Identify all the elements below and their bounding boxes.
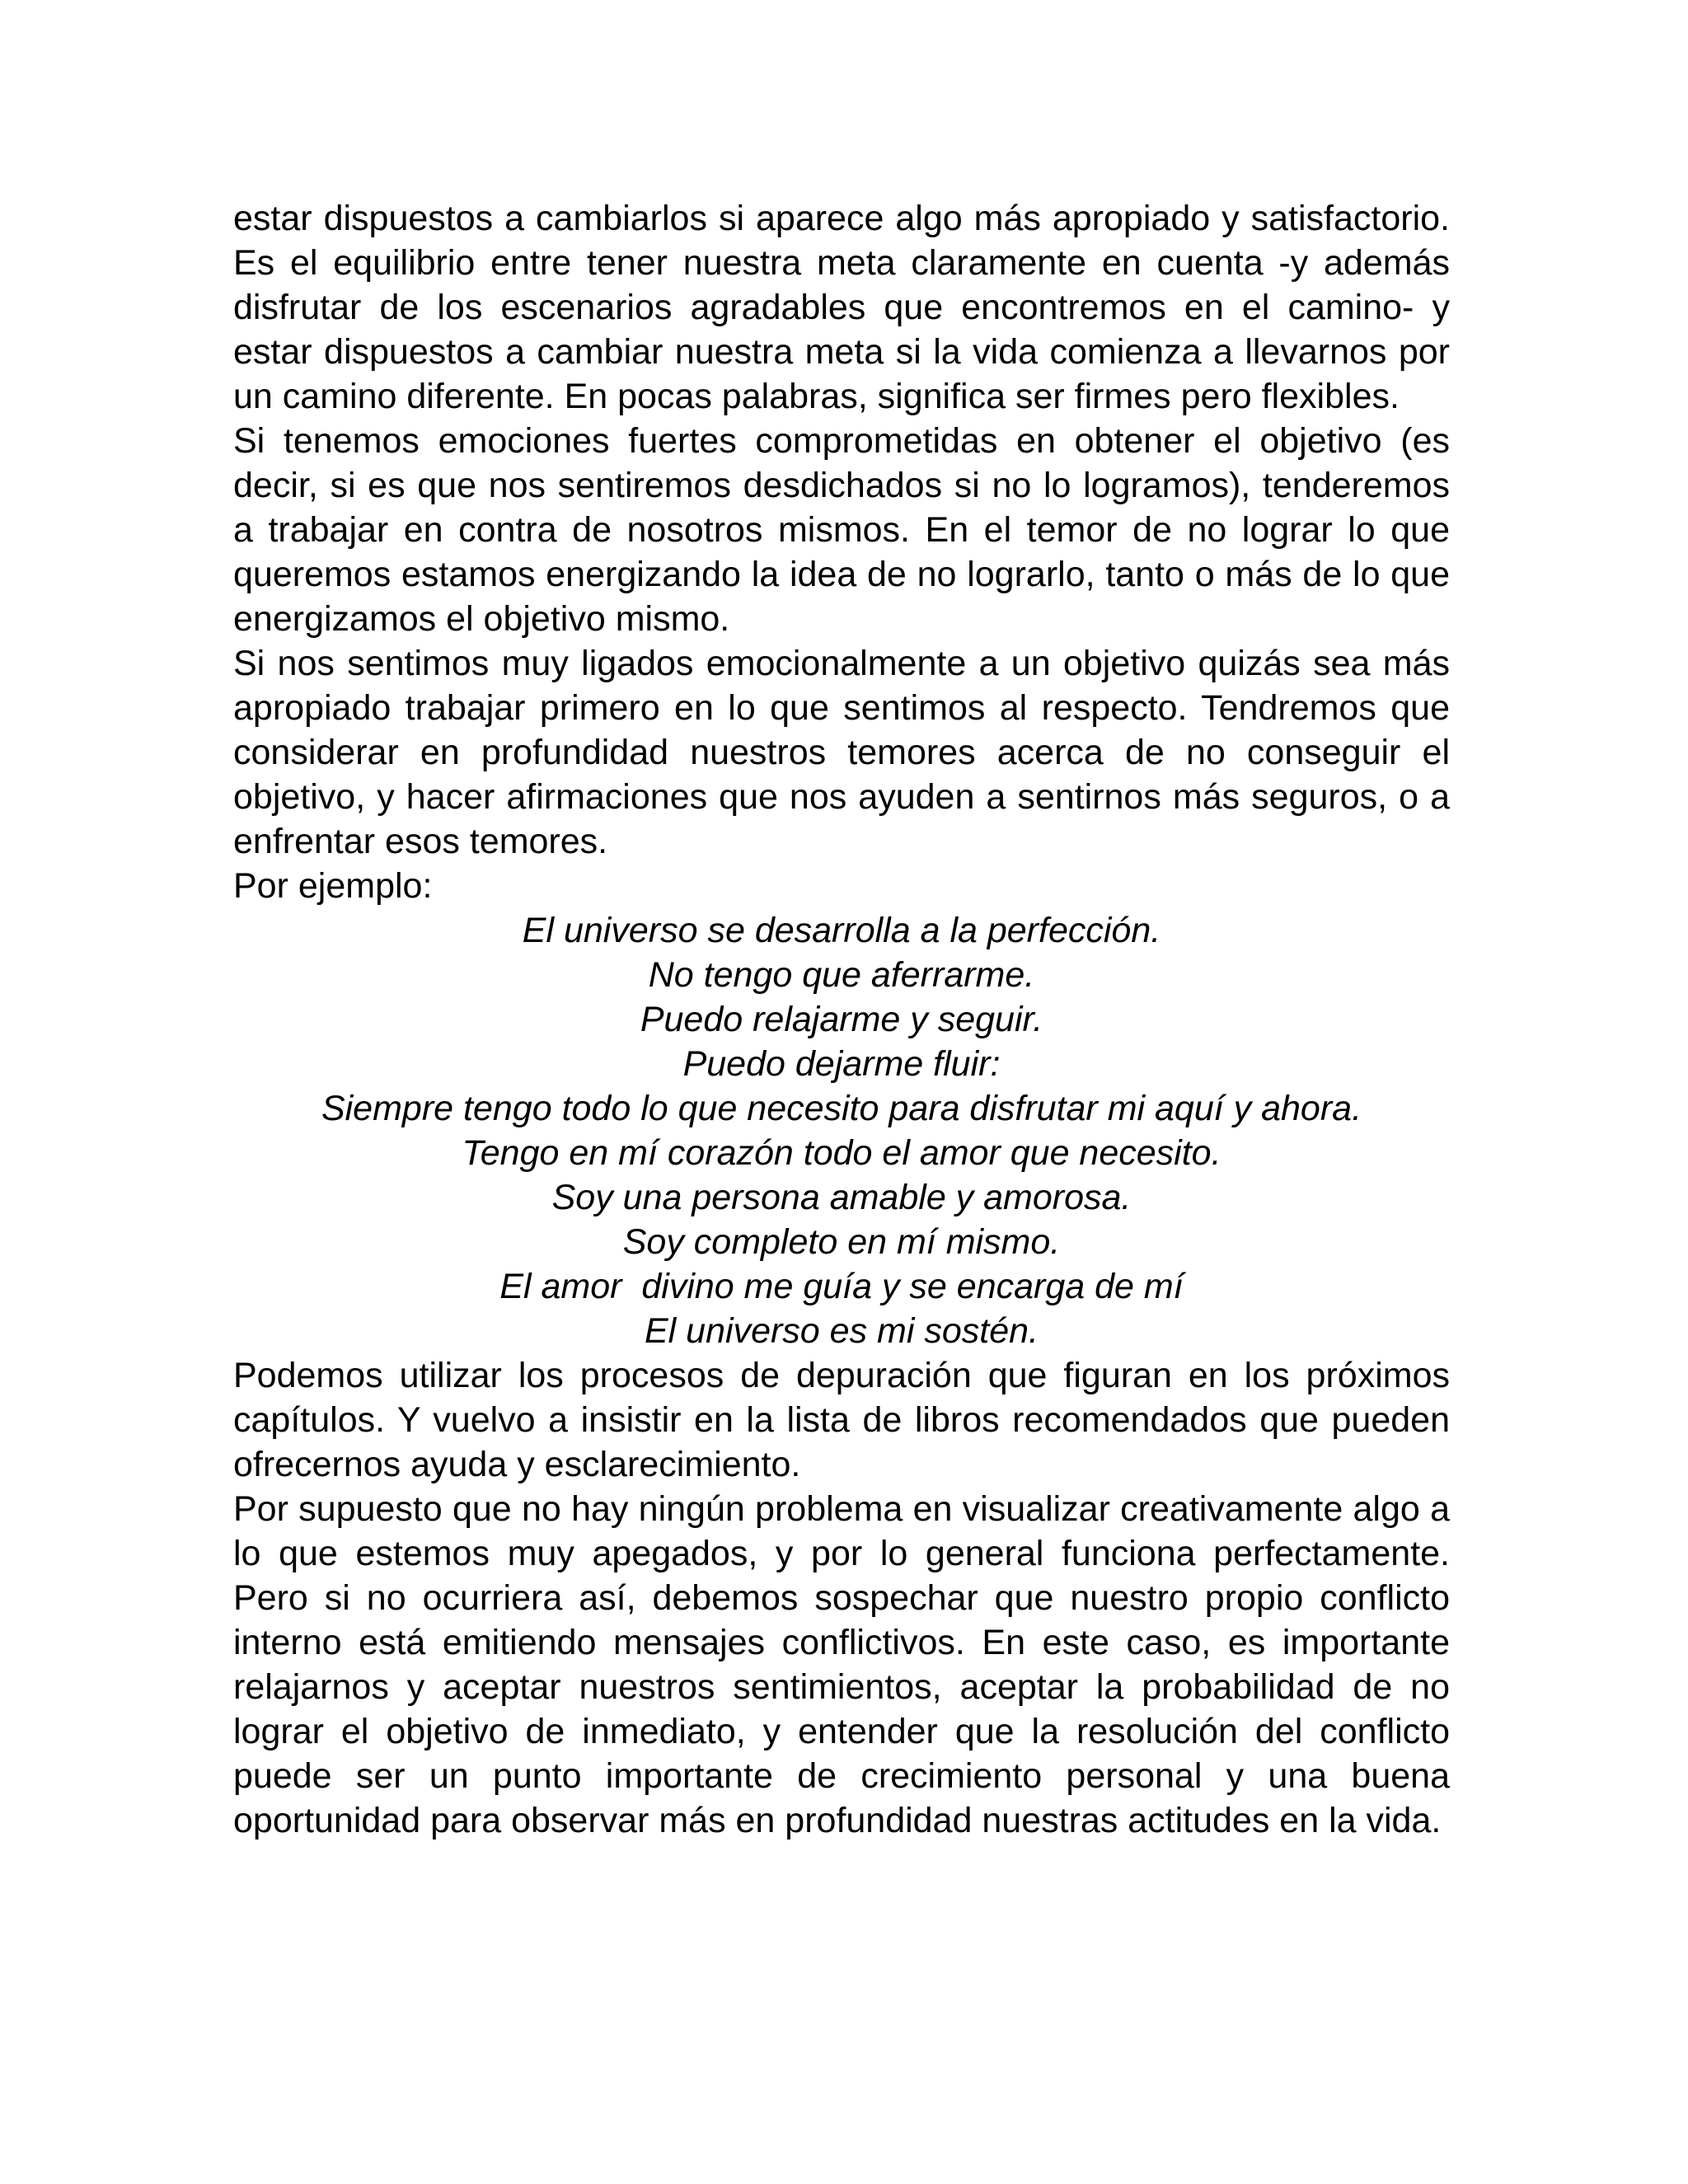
affirmation-line: No tengo que aferrarme. [648, 955, 1035, 995]
paragraph-strong-emotions: Si tenemos emociones fuertes comprometidas en obtener el objetivo (es decir, si es que nos sentiremos desdichados si no lo logramos), tenderemos a trabajar en contra de nosotros mismos. En el temor de no lograr lo que queremos estamos energizando la idea de no lograrlo, tanto o más de lo que energizamos el objetivo mismo. [233, 421, 1450, 639]
document-body [233, 196, 1450, 1843]
affirmation-line: Soy completo en mí mismo. [622, 1222, 1061, 1262]
affirmation-line: El amor divino me guía y se encarga de mí [499, 1267, 1184, 1306]
affirmation-line: Soy una persona amable y amorosa. [551, 1178, 1132, 1217]
affirmation-line: Puedo relajarme y seguir. [640, 1000, 1043, 1039]
paragraph-internal-conflict: Por supuesto que no hay ningún problema en visualizar creativamente algo a lo que estemos muy apegados, y por lo general funciona perfectamente. Pero si no ocurriera así, debemos sospechar que nuestro propio conflicto interno está emitiendo mensajes conflictivos. En este caso, es importante relajarnos y aceptar nuestros sentimientos, aceptar la probabilidad de no lograr el objetivo de inmediato, y entender que la resolución del conflicto puede ser un punto importante de crecimiento personal y una buena oportunidad para observar más en profundidad nuestras actitudes en la vida. [233, 1489, 1450, 1840]
affirmation-line: El universo es mi sostén. [645, 1311, 1039, 1351]
affirmation-line: Puedo dejarme fluir: [682, 1044, 1001, 1084]
paragraph-emotional-attachment: Si nos sentimos muy ligados emocionalmente a un objetivo quizás sea más apropiado trabajar primero en lo que sentimos al respecto. Tendremos que considerar en profundidad nuestros temores acerca de no conseguir el objetivo, y hacer afirmaciones que nos ayuden a sentirnos más seguros, o a enfrentar esos temores. [233, 644, 1450, 861]
affirmation-line: Tengo en mí corazón todo el amor que necesito. [462, 1133, 1221, 1173]
example-intro: Por ejemplo: [233, 866, 433, 906]
paragraph-purification-processes: Podemos utilizar los procesos de depuración que figuran en los próximos capítulos. Y vuelvo a insistir en la lista de libros recomendados que pueden ofrecernos ayuda y esclarecimiento. [233, 1356, 1450, 1484]
affirmations-list [233, 908, 1450, 1353]
paragraph-flexible-goals: estar dispuestos a cambiarlos si aparece algo más apropiado y satisfactorio. Es el equilibrio entre tener nuestra meta claramente en cuenta -y además disfrutar de los escenarios agradables que encontremos en el camino- y estar dispuestos a cambiar nuestra meta si la vida comienza a llevarnos por un camino diferente. En pocas palabras, significa ser firmes pero flexibles. [233, 199, 1450, 416]
affirmation-line: Siempre tengo todo lo que necesito para disfrutar mi aquí y ahora. [321, 1089, 1362, 1128]
affirmation-line: El universo se desarrolla a la perfección. [522, 911, 1161, 950]
